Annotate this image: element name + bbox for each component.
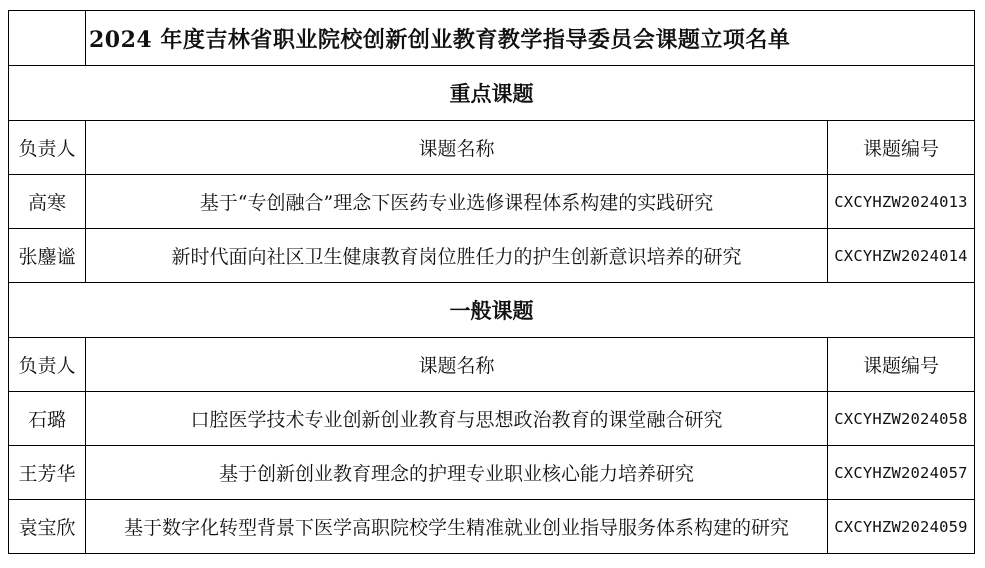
project-name-cell: 基于数字化转型背景下医学高职院校学生精准就业创业指导服务体系构建的研究: [86, 500, 828, 554]
leader-cell: 石璐: [9, 392, 86, 446]
table-row: [9, 229, 975, 283]
column-header-code: 课题编号: [828, 338, 975, 392]
project-name-cell: 基于创新创业教育理念的护理专业职业核心能力培养研究: [86, 446, 828, 500]
section-heading-row: [9, 283, 975, 338]
project-list-table: [8, 10, 975, 554]
column-header-leader: 负责人: [9, 121, 86, 175]
column-header-leader: 负责人: [9, 338, 86, 392]
section-heading-key-projects: 重点课题: [9, 66, 975, 121]
leader-cell: 高寒: [9, 175, 86, 229]
project-code-cell: CXCYHZW2024013: [828, 175, 975, 229]
section-heading-row: [9, 66, 975, 121]
table-row: [9, 392, 975, 446]
project-code-cell: CXCYHZW2024058: [828, 392, 975, 446]
header-row: [9, 121, 975, 175]
page-title: 2024 年度吉林省职业院校创新创业教育教学指导委员会课题立项名单: [86, 11, 975, 66]
section-heading-general-projects: 一般课题: [9, 283, 975, 338]
table-row: [9, 446, 975, 500]
project-code-cell: CXCYHZW2024057: [828, 446, 975, 500]
column-header-code: 课题编号: [828, 121, 975, 175]
title-row: [9, 11, 975, 66]
project-code-cell: CXCYHZW2024059: [828, 500, 975, 554]
project-name-cell: 基于“专创融合”理念下医药专业选修课程体系构建的实践研究: [86, 175, 828, 229]
table-row: [9, 500, 975, 554]
column-header-name: 课题名称: [86, 121, 828, 175]
leader-cell: 王芳华: [9, 446, 86, 500]
project-name-cell: 口腔医学技术专业创新创业教育与思想政治教育的课堂融合研究: [86, 392, 828, 446]
project-code-cell: CXCYHZW2024014: [828, 229, 975, 283]
column-header-name: 课题名称: [86, 338, 828, 392]
leader-cell: 袁宝欣: [9, 500, 86, 554]
project-name-cell: 新时代面向社区卫生健康教育岗位胜任力的护生创新意识培养的研究: [86, 229, 828, 283]
table-row: [9, 175, 975, 229]
leader-cell: 张鏖谧: [9, 229, 86, 283]
header-row: [9, 338, 975, 392]
empty-cell: [9, 11, 86, 66]
